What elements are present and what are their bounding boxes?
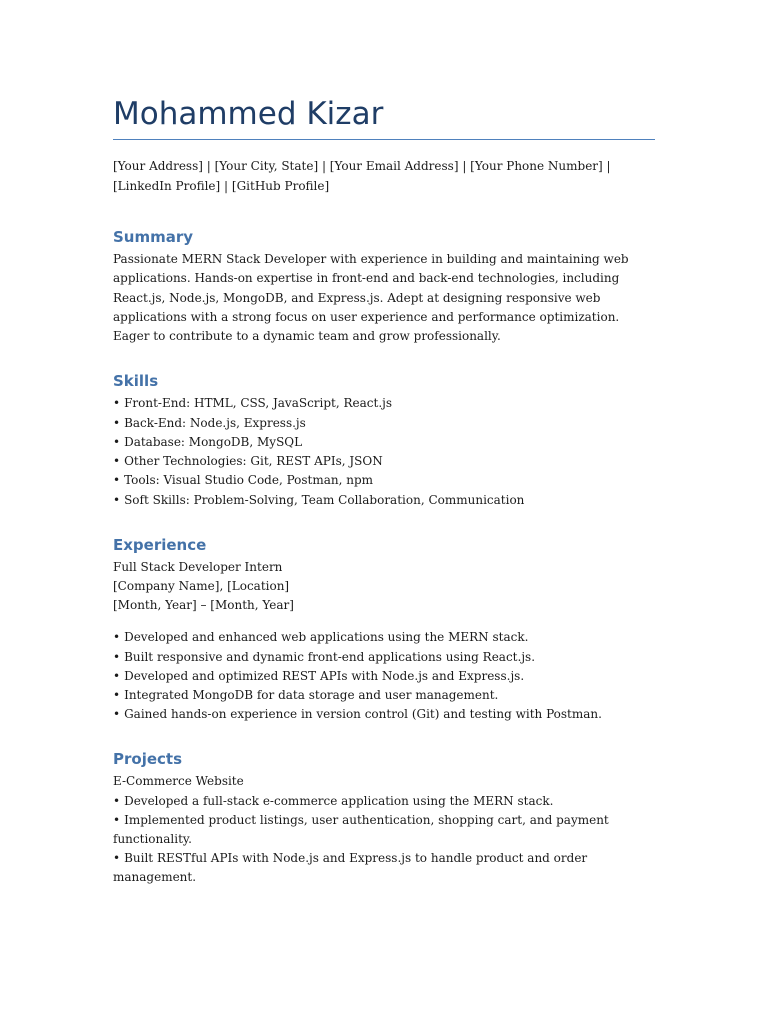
job-title: Full Stack Developer Intern xyxy=(113,559,283,574)
bullet-glyph: • xyxy=(113,415,121,430)
project-name: E-Commerce Website xyxy=(113,774,244,789)
list-item xyxy=(113,471,655,490)
bullet-glyph: • xyxy=(113,812,121,827)
experience-text: Gained hands-on experience in version control (Git) and testing with Postman. xyxy=(124,707,602,722)
skill-text: Database: MongoDB, MySQL xyxy=(124,434,303,449)
bullet-glyph: • xyxy=(113,396,121,411)
list-item xyxy=(113,811,655,849)
experience-heading: Experience xyxy=(113,535,207,554)
experience-text: Built responsive and dynamic front-end applications using React.js. xyxy=(124,649,536,664)
skill-text: Front-End: HTML, CSS, JavaScript, React.js xyxy=(124,396,393,411)
skill-text: Tools: Visual Studio Code, Postman, npm xyxy=(124,473,374,488)
project-text: Developed a full-stack e-commerce application using the MERN stack. xyxy=(124,793,554,808)
skills-heading: Skills xyxy=(113,372,159,391)
skill-text: Soft Skills: Problem-Solving, Team Collaboration, Communication xyxy=(124,492,525,507)
list-item xyxy=(113,648,655,667)
list-item xyxy=(113,491,655,510)
header-divider xyxy=(113,139,655,140)
list-item xyxy=(113,686,655,705)
bullet-glyph: • xyxy=(113,492,121,507)
bullet-glyph: • xyxy=(113,793,121,808)
bullet-glyph: • xyxy=(113,434,121,449)
employment-dates: [Month, Year] – [Month, Year] xyxy=(113,598,294,613)
bullet-glyph: • xyxy=(113,851,121,866)
project-text: Built RESTful APIs with Node.js and Express.js to handle product and order management. xyxy=(113,851,588,885)
candidate-name: Mohammed Kizar xyxy=(113,96,384,132)
bullet-glyph: • xyxy=(113,687,121,702)
bullet-glyph: • xyxy=(113,668,121,683)
list-item xyxy=(113,849,655,887)
skill-text: Back-End: Node.js, Express.js xyxy=(124,415,306,430)
experience-text: Developed and optimized REST APIs with Node.js and Express.js. xyxy=(124,668,525,683)
skills-list xyxy=(113,394,655,509)
skill-text: Other Technologies: Git, REST APIs, JSON xyxy=(124,454,383,469)
project-list xyxy=(113,792,655,888)
projects-heading: Projects xyxy=(113,750,183,769)
list-item xyxy=(113,628,655,647)
list-item xyxy=(113,667,655,686)
bullet-glyph: • xyxy=(113,473,121,488)
resume-page xyxy=(113,94,655,888)
summary-heading: Summary xyxy=(113,228,194,246)
experience-text: Integrated MongoDB for data storage and user management. xyxy=(124,687,499,702)
list-item xyxy=(113,452,655,471)
experience-list xyxy=(113,628,655,724)
list-item xyxy=(113,414,655,433)
list-item xyxy=(113,705,655,724)
experience-header xyxy=(113,558,655,616)
bullet-glyph: • xyxy=(113,454,121,469)
bullet-glyph: • xyxy=(113,630,121,645)
list-item xyxy=(113,433,655,452)
list-item xyxy=(113,394,655,413)
bullet-glyph: • xyxy=(113,649,121,664)
experience-text: Developed and enhanced web applications using the MERN stack. xyxy=(124,630,529,645)
bullet-glyph: • xyxy=(113,707,121,722)
company-location: [Company Name], [Location] xyxy=(113,578,290,593)
list-item xyxy=(113,792,655,811)
project-text: Implemented product listings, user authentication, shopping cart, and payment functionality. xyxy=(113,812,609,847)
summary-text: Passionate MERN Stack Developer with experience in building and maintaining web applications. Hands-on expertise in front-end and back-end technologies, including React.js, Node.js, MongoDB, and Express.js. Adept at designing responsive web applications with a strong focus on user experience and performance optimization. Eager to contribute to a dynamic team and grow professionally. xyxy=(113,252,629,344)
contact-line: [Your Address] | [Your City, State] | [Your Email Address] | [Your Phone Number] | [LinkedIn Profile] | [GitHub Profile] xyxy=(113,159,611,193)
